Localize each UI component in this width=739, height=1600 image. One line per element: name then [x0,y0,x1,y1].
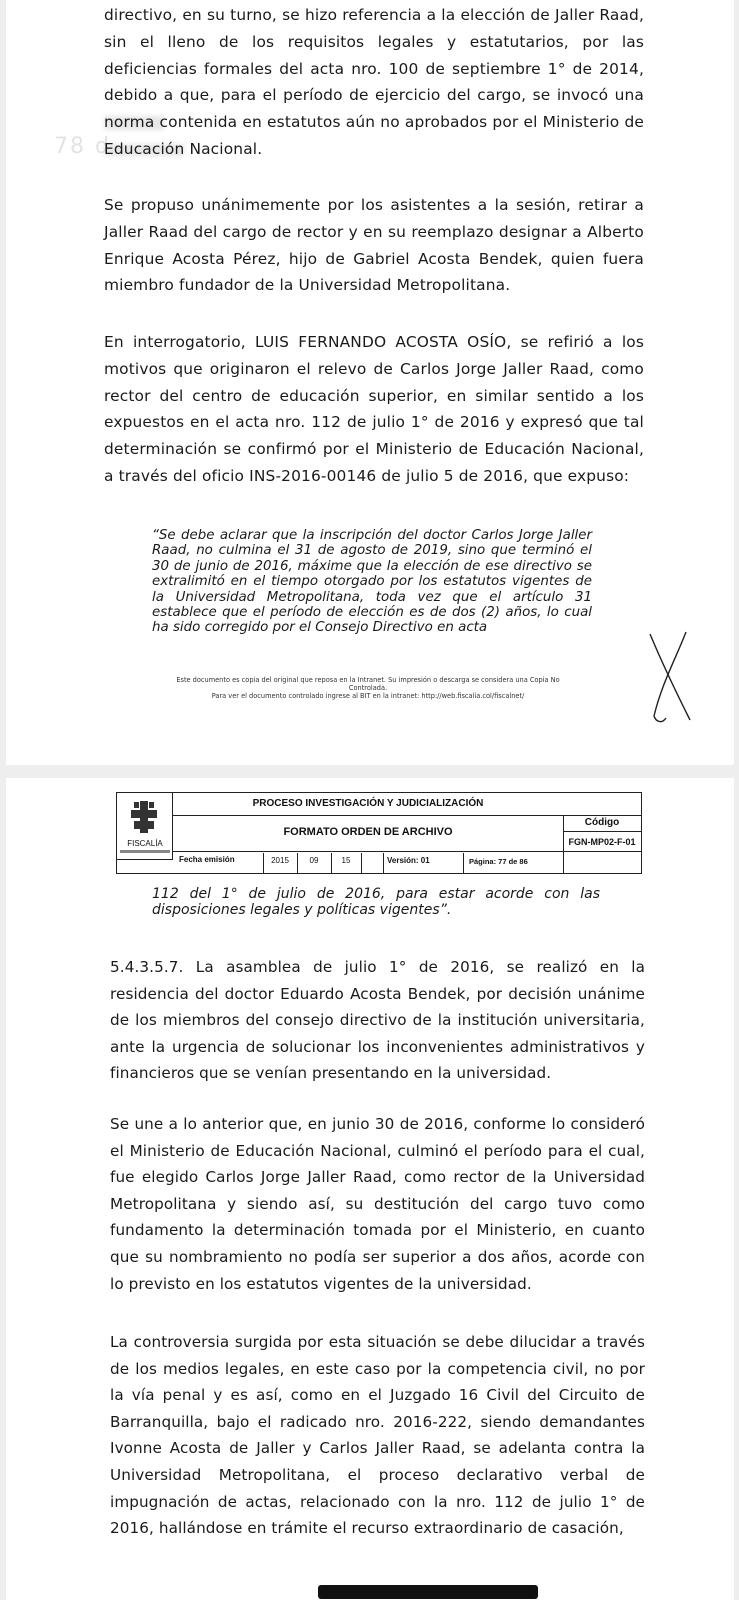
logo-underline [120,850,170,853]
redaction-bar [318,1585,538,1599]
divider [173,851,641,852]
page-footer [142,676,594,700]
fecha-year: 2015 [271,856,289,865]
footer-line: Para ver el documento controlado ingrese al BIT en la intranet: http://web.fiscalia.col/fiscalnet/ [211,692,525,700]
paragraph: Se propuso unánimemente por los asistentes a la sesión, retirar a Jaller Raad del cargo de rector y en su reemplazo designar a Alberto Enrique Acosta Pérez, hijo de Gabriel Acosta Bendek, quien fuera miembro fundador de la Universidad Metropolitana. [104,196,644,295]
logo-text: FISCALÍA [127,839,163,848]
footer-line: Controlada. [348,684,388,692]
block-quote-continued: 112 del 1° de julio de 2016, para estar acorde con las disposiciones legales y políticas vigentes”. [152,886,600,918]
document-page-1 [6,0,734,765]
paragraph: La controversia surgida por esta situación se debe dilucidar a través de los medios legales, en este caso por la competencia civil, no por la vía penal y es así, como en el Juzgado 16 Civil del Circuito de Barranquilla, bajo el radicado nro. 2016-222, siendo demandantes Ivonne Acosta de Jaller y Carlos Jaller Raad, se adelanta contra la Universidad Metropolitana, el proceso declarativo verbal de impugnación de actas, relacionado con la nro. 112 de julio 1° de 2016, hallándose en trámite el recurso extraordinario de casación, [110,1333,645,1538]
paragraph: Se une a lo anterior que, en junio 30 de 2016, conforme lo consideró el Ministerio de Educación Nacional, culminó el período para el cual, fue elegido Carlos Jorge Jaller Raad, como rector de la Universidad Metropolitana y siendo así, su destitución del cargo tuvo como fundamento la determinación tomada por el Ministerio, en cuanto que su nombramiento no podía ser superior a dos años, acorde con lo previsto en los estatutos vigentes de la universidad. [110,1115,645,1293]
fiscalia-logo [117,793,173,859]
codigo-value: FGN-MP02-F-01 [568,837,636,847]
block-quote: “Se debe aclarar que la inscripción del doctor Carlos Jorge Jaller Raad, no culmina el 31 de agosto de 2019, sino que terminó el 30 de junio de 2016, máxime que la elección de ese directivo se extralimitó en el tiempo otorgado por los estatutos vigentes de la Universidad Metropolitana, toda vez que el artículo 31 establece que el período de elección es de dos (2) años, lo cual ha sido corregido por el Consejo Directivo en acta [152,528,592,636]
divider [463,853,464,873]
watermark: 78 d [54,134,111,159]
format-title: FORMATO ORDEN DE ARCHIVO [283,826,453,838]
document-page-2 [6,778,734,1600]
paragraph: En interrogatorio, LUIS FERNANDO ACOSTA OSÍO, se refirió a los motivos que originaron el relevo de Carlos Jorge Jaller Raad, como rector del centro de educación superior, en similar sentido a los expuestos en el acta nro. 112 de julio 1° de 2016 y expresó que tal determinación se confirmó por el Ministerio de Educación Nacional, a través del oficio INS-2016-00146 de julio 5 de 2016, que expuso: [104,333,644,485]
fecha-label: Fecha emisión [179,855,235,864]
divider [361,853,362,873]
handwritten-x-mark [642,628,702,728]
fecha-day: 15 [341,856,351,865]
version: Versión: 01 [387,856,430,865]
pagina: Página: 77 de 86 [469,857,528,866]
codigo-label: Código [584,817,620,828]
divider [173,815,641,816]
divider [383,853,384,873]
divider [563,831,641,832]
fiscalia-emblem-icon [131,801,157,833]
fecha-month: 09 [309,856,319,865]
process-title: PROCESO INVESTIGACIÓN Y JUDICIALIZACIÓN [252,798,484,809]
document-header-table [116,792,642,874]
divider [117,859,173,860]
paragraph: 5.4.3.5.7. La asamblea de julio 1° de 2016, se realizó en la residencia del doctor Eduardo Acosta Bendek, por decisión unánime de los miembros del consejo directivo de la institución universitaria, ante la urgencia de solucionar los inconvenientes administrativos y financieros que se venían presentando en la universidad. [110,958,645,1083]
footer-line: Este documento es copia del original que reposa en la Intranet. Su impresión o descarga se considera una Copia No [176,676,560,684]
paragraph: directivo, en su turno, se hizo referencia a la elección de Jaller Raad, sin el lleno de los requisitos legales y estatutarios, por las deficiencias formales del acta nro. 100 de septiembre 1° de 2014, debido a que, para el período de ejercicio del cargo, se invocó una norma contenida en estatutos aún no aprobados por el Ministerio de Educación Nacional. [104,6,644,158]
